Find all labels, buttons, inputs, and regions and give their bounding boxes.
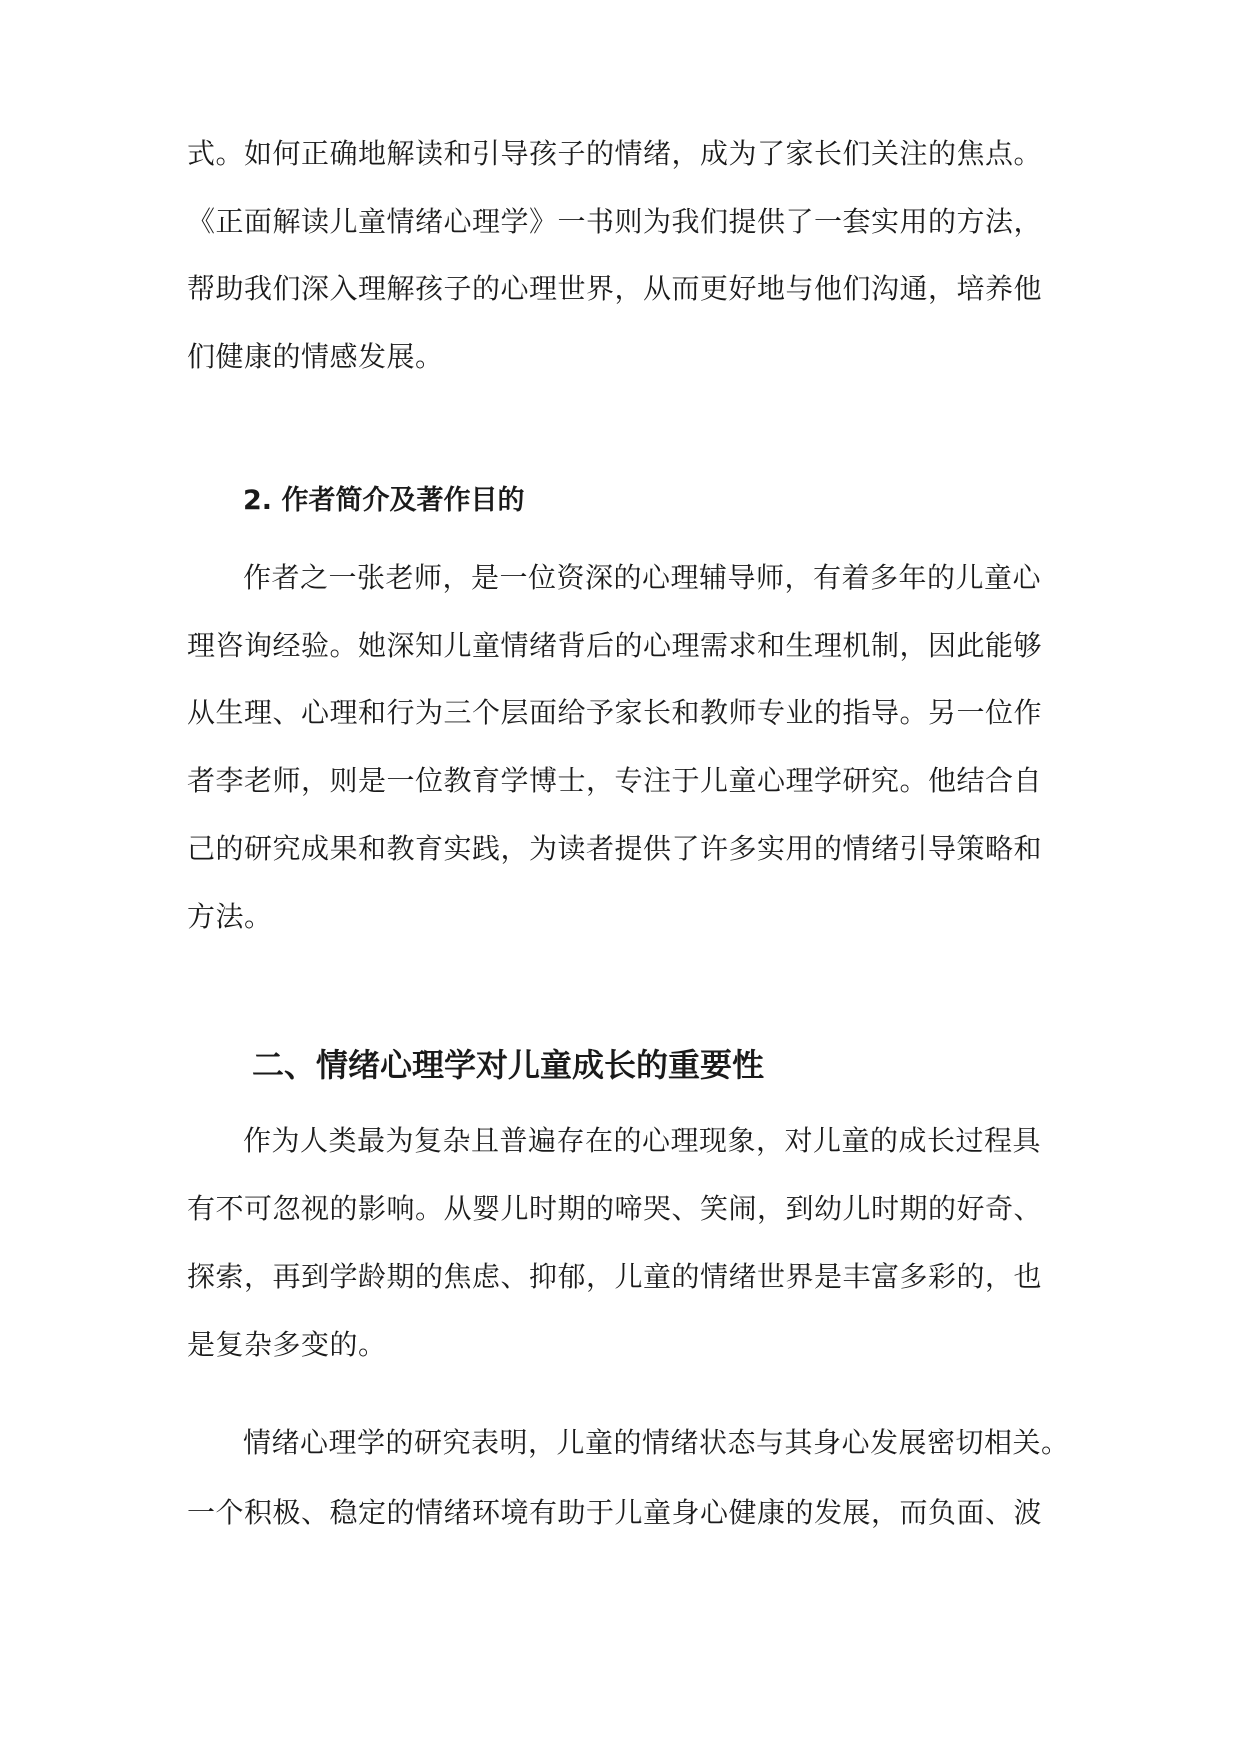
author-line-5: 己的研究成果和教育实践，为读者提供了许多实用的情绪引导策略和 [187,832,1043,865]
author-line-4: 者李老师，则是一位教育学博士，专注于儿童心理学研究。他结合自 [187,764,1043,797]
section-two-p1-line-2: 有不可忽视的影响。从婴儿时期的啼哭、笑闹，到幼儿时期的好奇、 [187,1192,1043,1225]
section-heading-two: 二、情绪心理学对儿童成长的重要性 [252,1046,765,1084]
author-line-2: 理咨询经验。她深知儿童情绪背后的心理需求和生理机制，因此能够 [187,629,1043,662]
author-line-6: 方法。 [187,900,273,933]
section-two-p2-line-1: 情绪心理学的研究表明，儿童的情绪状态与其身心发展密切相关。 [243,1426,1070,1459]
subheading-author-intro: 2. 作者简介及著作目的 [243,485,525,516]
intro-line-4: 们健康的情感发展。 [187,340,444,373]
intro-line-1: 式。如何正确地解读和引导孩子的情绪，成为了家长们关注的焦点。 [187,137,1043,170]
section-two-p1-line-1: 作为人类最为复杂且普遍存在的心理现象，对儿童的成长过程具 [243,1124,1042,1157]
intro-line-2: 《正面解读儿童情绪心理学》一书则为我们提供了一套实用的方法， [187,205,1043,238]
section-two-p2-line-2: 一个积极、稳定的情绪环境有助于儿童身心健康的发展，而负面、波 [187,1496,1043,1529]
section-two-p1-line-4: 是复杂多变的。 [187,1328,387,1361]
section-two-p1-line-3: 探索，再到学龄期的焦虑、抑郁，儿童的情绪世界是丰富多彩的，也 [187,1260,1043,1293]
author-line-1: 作者之一张老师，是一位资深的心理辅导师，有着多年的儿童心 [243,561,1042,594]
author-line-3: 从生理、心理和行为三个层面给予家长和教师专业的指导。另一位作 [187,696,1043,729]
intro-line-3: 帮助我们深入理解孩子的心理世界，从而更好地与他们沟通，培养他 [187,272,1043,305]
